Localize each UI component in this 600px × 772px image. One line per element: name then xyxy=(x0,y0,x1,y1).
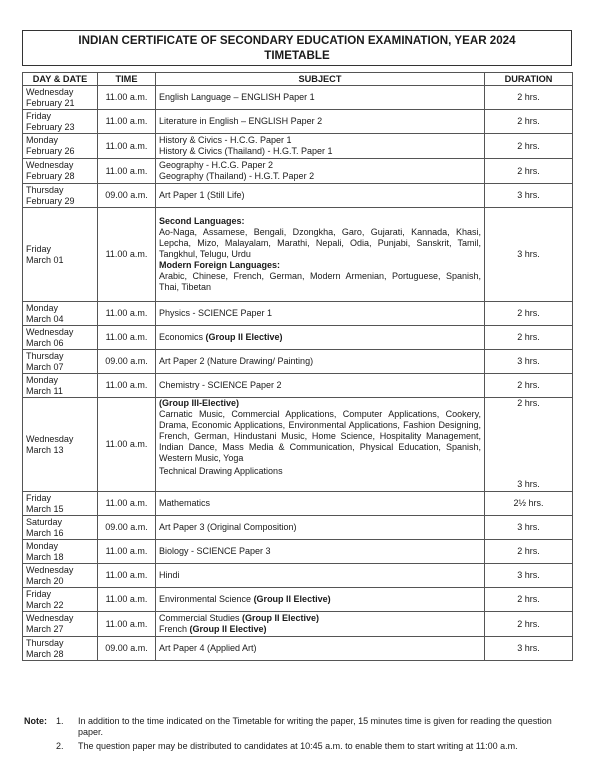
date: March 06 xyxy=(26,337,64,348)
subject-text: Economics xyxy=(159,332,206,342)
day: Thursday xyxy=(26,350,64,361)
day-date-cell xyxy=(23,184,98,208)
day-date-cell xyxy=(23,492,98,516)
duration-cell: 2 hrs. xyxy=(485,159,573,184)
timetable-table xyxy=(22,72,573,661)
subject-line: Geography - H.C.G. Paper 2 xyxy=(159,160,274,170)
time-cell: 09.00 a.m. xyxy=(98,184,156,208)
column-header-subject: SUBJECT xyxy=(156,73,485,86)
day: Wednesday xyxy=(26,613,74,623)
subject-text: Commercial Studies xyxy=(159,613,243,623)
group-label: (Group II Elective) xyxy=(242,613,320,623)
time-cell: 11.00 a.m. xyxy=(98,326,156,350)
subject-line: Art Paper 2 (Nature Drawing/ Painting) xyxy=(159,356,314,366)
subject-cell xyxy=(156,516,485,540)
day-date-cell xyxy=(23,374,98,398)
day-date-cell xyxy=(23,208,98,302)
subject-line: Mathematics xyxy=(159,498,211,508)
time-cell: 09.00 a.m. xyxy=(98,516,156,540)
group-subjects-list: Carnatic Music, Commercial Applications, Computer Applications, Cookery, Drama, Economic Applications, Environmental Applications, Fashion Designing, French, German, Hindustani Music, Home Science, Hospitality Management, Indian Dance, Mass Media & Communication, Physical Education, Spanish, Western Music, Yoga xyxy=(159,409,481,463)
time-cell: 11.00 a.m. xyxy=(98,398,156,492)
time-cell: 09.00 a.m. xyxy=(98,350,156,374)
note-number: 1. xyxy=(56,716,64,726)
table-row xyxy=(23,588,573,612)
subject-line: Biology - SCIENCE Paper 3 xyxy=(159,546,271,556)
date: March 04 xyxy=(26,313,64,324)
column-header-duration: DURATION xyxy=(485,73,573,86)
document-title: INDIAN CERTIFICATE OF SECONDARY EDUCATION EXAMINATION, YEAR 2024 xyxy=(78,34,516,47)
subject-line: Chemistry - SCIENCE Paper 2 xyxy=(159,380,282,390)
table-row xyxy=(23,350,573,374)
duration-cell: 2½ hrs. xyxy=(485,492,573,516)
column-header-time: TIME xyxy=(98,73,156,86)
day: Monday xyxy=(26,374,59,385)
time-cell: 11.00 a.m. xyxy=(98,588,156,612)
day-date-cell xyxy=(23,159,98,184)
day: Monday xyxy=(26,540,59,551)
subject-cell xyxy=(156,302,485,326)
subject-cell xyxy=(156,374,485,398)
day-date-cell xyxy=(23,540,98,564)
table-row xyxy=(23,184,573,208)
table-row xyxy=(23,326,573,350)
document-subtitle: TIMETABLE xyxy=(264,49,330,62)
group-heading: (Group III-Elective) xyxy=(159,398,240,408)
date: March 22 xyxy=(26,599,64,610)
subject-line: History & Civics - H.C.G. Paper 1 xyxy=(159,135,292,145)
subject-line: Art Paper 3 (Original Composition) xyxy=(159,522,297,532)
date: March 27 xyxy=(26,624,64,634)
subject-cell xyxy=(156,110,485,134)
table-row xyxy=(23,492,573,516)
subject-cell xyxy=(156,637,485,661)
date: March 13 xyxy=(26,444,64,455)
day-date-cell xyxy=(23,612,98,637)
day: Wednesday xyxy=(26,433,74,444)
day: Friday xyxy=(26,243,52,254)
note-item xyxy=(24,716,574,738)
duration-cell: 2 hrs. xyxy=(485,86,573,110)
day: Monday xyxy=(26,135,59,145)
date: March 16 xyxy=(26,527,64,538)
duration-cell: 3 hrs. xyxy=(485,184,573,208)
table-row xyxy=(23,516,573,540)
group-label: (Group II Elective) xyxy=(205,332,283,342)
date: February 28 xyxy=(26,171,75,181)
date: February 21 xyxy=(26,97,75,108)
duration-second: 3 hrs. xyxy=(517,479,540,489)
day: Wednesday xyxy=(26,160,74,170)
time-cell: 11.00 a.m. xyxy=(98,302,156,326)
duration-cell: 3 hrs. xyxy=(485,208,573,302)
duration-cell: 3 hrs. xyxy=(485,564,573,588)
table-row xyxy=(23,86,573,110)
table-row xyxy=(23,374,573,398)
day: Wednesday xyxy=(26,86,74,97)
date: March 11 xyxy=(26,385,63,396)
subject-line: Hindi xyxy=(159,570,180,580)
date: February 23 xyxy=(26,121,75,132)
date: March 20 xyxy=(26,575,64,586)
subject-text: Environmental Science xyxy=(159,594,254,604)
table-row xyxy=(23,637,573,661)
table-row xyxy=(23,110,573,134)
subject-cell xyxy=(156,540,485,564)
modern-languages-heading: Modern Foreign Languages: xyxy=(159,260,281,270)
notes-section xyxy=(24,716,574,752)
title-box xyxy=(22,30,572,66)
table-row xyxy=(23,564,573,588)
date: March 15 xyxy=(26,503,64,514)
date: March 18 xyxy=(26,551,64,562)
subject-cell xyxy=(156,134,485,159)
day-date-cell xyxy=(23,637,98,661)
table-row xyxy=(23,612,573,637)
day: Friday xyxy=(26,492,52,503)
date: March 01 xyxy=(26,254,64,265)
subject-cell xyxy=(156,612,485,637)
subject-cell xyxy=(156,564,485,588)
time-cell: 11.00 a.m. xyxy=(98,110,156,134)
time-cell: 11.00 a.m. xyxy=(98,208,156,302)
day: Thursday xyxy=(26,637,64,648)
subject-cell xyxy=(156,208,485,302)
note-number: 2. xyxy=(56,741,64,751)
table-row xyxy=(23,134,573,159)
time-cell: 09.00 a.m. xyxy=(98,637,156,661)
date: March 07 xyxy=(26,361,64,372)
time-cell: 11.00 a.m. xyxy=(98,159,156,184)
date: March 28 xyxy=(26,648,64,659)
duration-cell: 3 hrs. xyxy=(485,637,573,661)
note-text: The question paper may be distributed to candidates at 10:45 a.m. to enable them to start writing at 11:00 a.m. xyxy=(78,741,518,751)
day: Wednesday xyxy=(26,326,74,337)
table-row xyxy=(23,302,573,326)
day: Friday xyxy=(26,588,52,599)
modern-languages-list: Arabic, Chinese, French, German, Modern Armenian, Portuguese, Spanish, Thai, Tibetan xyxy=(159,271,481,292)
time-cell: 11.00 a.m. xyxy=(98,86,156,110)
table-header-row xyxy=(23,73,573,86)
duration-cell xyxy=(485,398,573,492)
subject-cell xyxy=(156,492,485,516)
subject-line xyxy=(159,613,481,624)
time-cell: 11.00 a.m. xyxy=(98,612,156,637)
subject-cell xyxy=(156,350,485,374)
subject-line: Physics - SCIENCE Paper 1 xyxy=(159,308,273,318)
subject-line: Art Paper 4 (Applied Art) xyxy=(159,643,257,653)
time-cell: 11.00 a.m. xyxy=(98,374,156,398)
subject-cell xyxy=(156,326,485,350)
day: Monday xyxy=(26,302,59,313)
duration-cell: 2 hrs. xyxy=(485,134,573,159)
day: Thursday xyxy=(26,184,64,195)
subject-text: French xyxy=(159,624,190,634)
second-languages-list: Ao-Naga, Assamese, Bengali, Dzongkha, Garo, Gujarati, Kannada, Khasi, Lepcha, Mizo, Malayalam, Marathi, Nepali, Odia, Punjabi, Sanskrit, Tamil, Tangkhul, Telugu, Urdu xyxy=(159,227,481,259)
table-row xyxy=(23,398,573,492)
duration-cell: 2 hrs. xyxy=(485,374,573,398)
duration-cell: 2 hrs. xyxy=(485,110,573,134)
duration-cell: 2 hrs. xyxy=(485,612,573,637)
table-row xyxy=(23,208,573,302)
day: Wednesday xyxy=(26,564,74,575)
time-cell: 11.00 a.m. xyxy=(98,134,156,159)
day-date-cell xyxy=(23,110,98,134)
note-text: In addition to the time indicated on the Timetable for writing the paper, 15 minutes time is given for reading the question paper. xyxy=(78,716,552,737)
time-cell: 11.00 a.m. xyxy=(98,540,156,564)
time-cell: 11.00 a.m. xyxy=(98,492,156,516)
subject-line: Art Paper 1 (Still Life) xyxy=(159,190,245,200)
subject-line: Geography (Thailand) - H.G.T. Paper 2 xyxy=(159,171,315,181)
subject-line: History & Civics (Thailand) - H.G.T. Paper 1 xyxy=(159,146,333,156)
day-date-cell xyxy=(23,86,98,110)
day-date-cell xyxy=(23,326,98,350)
duration-cell: 2 hrs. xyxy=(485,326,573,350)
day-date-cell xyxy=(23,588,98,612)
table-row xyxy=(23,540,573,564)
duration-cell: 2 hrs. xyxy=(485,588,573,612)
subject-line: Literature in English – ENGLISH Paper 2 xyxy=(159,116,323,126)
column-header-day-date: DAY & DATE xyxy=(23,73,98,86)
notes-label: Note: xyxy=(24,716,47,726)
group-label: (Group II Elective) xyxy=(253,594,331,604)
day-date-cell xyxy=(23,350,98,374)
day-date-cell xyxy=(23,564,98,588)
duration-cell: 3 hrs. xyxy=(485,350,573,374)
subject-line xyxy=(159,624,481,635)
duration-cell: 2 hrs. xyxy=(485,302,573,326)
day-date-cell xyxy=(23,134,98,159)
date: February 26 xyxy=(26,146,75,156)
day: Saturday xyxy=(26,516,63,527)
note-item xyxy=(24,741,574,752)
duration-cell: 3 hrs. xyxy=(485,516,573,540)
subject-cell xyxy=(156,184,485,208)
technical-drawing-line: Technical Drawing Applications xyxy=(159,466,283,476)
date: February 29 xyxy=(26,195,75,206)
duration-first: 2 hrs. xyxy=(517,398,540,408)
second-languages-heading: Second Languages: xyxy=(159,216,245,226)
time-cell: 11.00 a.m. xyxy=(98,564,156,588)
day-date-cell xyxy=(23,398,98,492)
day-date-cell xyxy=(23,516,98,540)
subject-cell xyxy=(156,86,485,110)
subject-cell xyxy=(156,398,485,492)
subject-line: English Language – ENGLISH Paper 1 xyxy=(159,92,315,102)
day-date-cell xyxy=(23,302,98,326)
table-row xyxy=(23,159,573,184)
day: Friday xyxy=(26,110,52,121)
subject-cell xyxy=(156,588,485,612)
subject-cell xyxy=(156,159,485,184)
duration-cell: 2 hrs. xyxy=(485,540,573,564)
group-label: (Group II Elective) xyxy=(189,624,267,634)
